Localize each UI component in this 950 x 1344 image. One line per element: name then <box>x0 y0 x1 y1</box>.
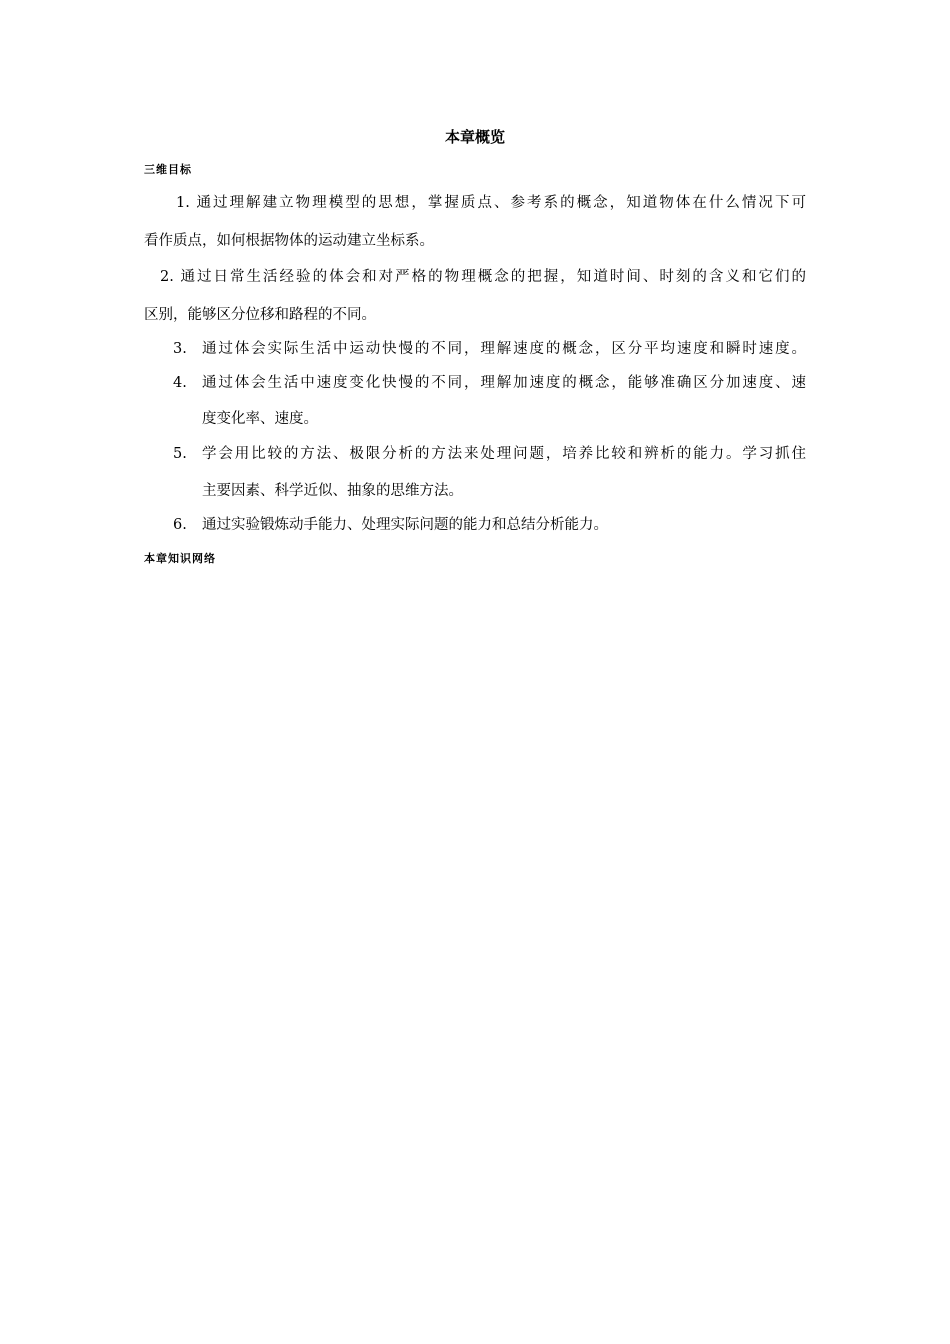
goal-6-number: 6. <box>173 517 187 533</box>
goal-5-number: 5. <box>173 446 187 462</box>
goal-1-line-1: 1. 通过理解建立物理模型的思想，掌握质点、参考系的概念，知道物体在什么情况下可 <box>176 195 806 211</box>
goal-1-line-2: 看作质点，如何根据物体的运动建立坐标系。 <box>144 233 434 249</box>
goal-4-number: 4. <box>173 375 187 391</box>
goal-2-line-2: 区别，能够区分位移和路程的不同。 <box>144 307 376 323</box>
section-heading-knowledge-network: 本章知识网络 <box>144 552 216 565</box>
section-heading-goals: 三维目标 <box>144 163 192 176</box>
goal-3-number: 3. <box>173 341 187 357</box>
page-title: 本章概览 <box>444 128 505 146</box>
goal-4-line-1: 通过体会生活中速度变化快慢的不同，理解加速度的概念，能够准确区分加速度、速 <box>202 375 806 391</box>
goal-4-line-2: 度变化率、速度。 <box>202 411 318 427</box>
goal-6-line-1: 通过实验锻炼动手能力、处理实际问题的能力和总结分析能力。 <box>202 517 608 533</box>
goal-2-line-1: 2. 通过日常生活经验的体会和对严格的物理概念的把握，知道时间、时刻的含义和它们的 <box>160 269 806 285</box>
goal-5-line-2: 主要因素、科学近似、抽象的思维方法。 <box>202 483 463 499</box>
goal-3-line-1: 通过体会实际生活中运动快慢的不同，理解速度的概念，区分平均速度和瞬时速度。 <box>202 341 806 357</box>
goal-5-line-1: 学会用比较的方法、极限分析的方法来处理问题，培养比较和辨析的能力。学习抓住 <box>202 446 806 462</box>
